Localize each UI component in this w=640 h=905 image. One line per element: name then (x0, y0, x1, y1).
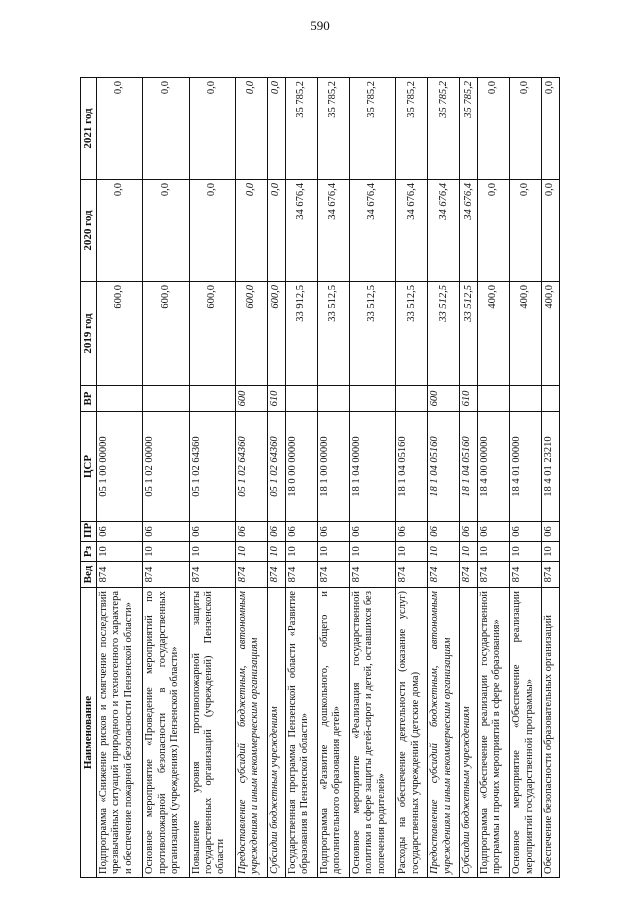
cell-2020: 0,0 (542, 180, 560, 282)
cell-name: Повышение уровня противопожарной защиты государственных организаций (учреждений) Пензенской области (189, 588, 235, 878)
cell-2021: 0,0 (189, 78, 235, 180)
cell-2020: 0,0 (143, 180, 189, 282)
cell-csr: 05 1 02 64360 (268, 412, 286, 522)
cell-vr: 600 (428, 386, 460, 412)
cell-2021: 0,0 (96, 78, 142, 180)
cell-name: Предоставление субсидий бюджетным, автономным учреждениям и иным некоммерческим организациям (428, 588, 460, 878)
cell-2019: 33 512,5 (428, 282, 460, 386)
cell-rz: 10 (317, 542, 349, 562)
cell-2021: 35 785,2 (285, 78, 317, 180)
cell-vr (510, 386, 542, 412)
cell-2021: 0,0 (478, 78, 510, 180)
table-row (510, 78, 542, 878)
cell-vr (349, 386, 395, 412)
cell-csr: 18 1 04 05160 (460, 412, 478, 522)
cell-rz: 10 (236, 542, 268, 562)
cell-2021: 0,0 (510, 78, 542, 180)
cell-2019: 600,0 (268, 282, 286, 386)
cell-rz: 10 (428, 542, 460, 562)
cell-2021: 0,0 (143, 78, 189, 180)
table-row (268, 78, 286, 878)
cell-pr: 06 (317, 522, 349, 542)
cell-vr: 610 (460, 386, 478, 412)
cell-2019: 33 512,5 (460, 282, 478, 386)
header-2020: 2020 год (81, 180, 97, 282)
cell-vr (285, 386, 317, 412)
cell-csr: 18 1 04 05160 (428, 412, 460, 522)
cell-ved: 874 (189, 562, 235, 588)
cell-2019: 400,0 (542, 282, 560, 386)
cell-2019: 33 512,5 (396, 282, 428, 386)
table-row (236, 78, 268, 878)
cell-2019: 33 512,5 (349, 282, 395, 386)
cell-pr: 06 (268, 522, 286, 542)
cell-vr (143, 386, 189, 412)
cell-rz: 10 (349, 542, 395, 562)
cell-csr: 18 1 04 00000 (349, 412, 395, 522)
header-pr: ПР (81, 522, 97, 542)
cell-2019: 600,0 (236, 282, 268, 386)
cell-vr (317, 386, 349, 412)
cell-rz: 10 (396, 542, 428, 562)
cell-ved: 874 (317, 562, 349, 588)
cell-vr (396, 386, 428, 412)
cell-csr: 05 1 02 00000 (143, 412, 189, 522)
table-row (349, 78, 395, 878)
cell-ved: 874 (510, 562, 542, 588)
cell-2019: 33 912,5 (285, 282, 317, 386)
cell-rz: 10 (189, 542, 235, 562)
table-row (285, 78, 317, 878)
cell-rz: 10 (268, 542, 286, 562)
cell-pr: 06 (478, 522, 510, 542)
cell-pr: 06 (428, 522, 460, 542)
cell-2019: 33 512,5 (317, 282, 349, 386)
cell-pr: 06 (542, 522, 560, 542)
page-number: 590 (310, 18, 330, 33)
cell-rz: 10 (478, 542, 510, 562)
cell-ved: 874 (96, 562, 142, 588)
rotated-table-wrapper (80, 78, 560, 878)
cell-rz: 10 (96, 542, 142, 562)
cell-vr (96, 386, 142, 412)
cell-name: Основное мероприятие «Проведение мероприятий по противопожарной безопасности в государственных организациях (учреждениях) Пензенской области» (143, 588, 189, 878)
cell-2019: 600,0 (189, 282, 235, 386)
cell-2021: 0,0 (542, 78, 560, 180)
header-ved: Вед (81, 562, 97, 588)
cell-name: Расходы на обеспечение деятельности (оказание услуг) государственных учреждений (детские дома) (396, 588, 428, 878)
cell-2020: 0,0 (510, 180, 542, 282)
table-row (478, 78, 510, 878)
header-name: Наименование (81, 588, 97, 878)
cell-csr: 05 1 02 64360 (236, 412, 268, 522)
cell-pr: 06 (189, 522, 235, 542)
cell-2020: 34 676,4 (317, 180, 349, 282)
cell-csr: 18 4 01 23210 (542, 412, 560, 522)
cell-name: Основное мероприятие «Обеспечение реализации мероприятий государственной программы» (510, 588, 542, 878)
cell-2020: 34 676,4 (349, 180, 395, 282)
cell-2019: 600,0 (96, 282, 142, 386)
cell-2021: 35 785,2 (349, 78, 395, 180)
cell-2019: 400,0 (478, 282, 510, 386)
cell-csr: 18 0 00 00000 (285, 412, 317, 522)
cell-rz: 10 (510, 542, 542, 562)
budget-table (80, 77, 560, 878)
cell-pr: 06 (510, 522, 542, 542)
cell-2021: 35 785,2 (396, 78, 428, 180)
cell-csr: 18 1 00 00000 (317, 412, 349, 522)
cell-csr: 18 4 00 00000 (478, 412, 510, 522)
cell-vr (542, 386, 560, 412)
cell-rz: 10 (285, 542, 317, 562)
cell-name: Предоставление субсидий бюджетным, автономным учреждениям и иным некоммерческим организациям (236, 588, 268, 878)
cell-2020: 0,0 (478, 180, 510, 282)
cell-2020: 0,0 (268, 180, 286, 282)
cell-2020: 34 676,4 (285, 180, 317, 282)
cell-2020: 0,0 (96, 180, 142, 282)
cell-ved: 874 (542, 562, 560, 588)
cell-rz: 10 (542, 542, 560, 562)
cell-ved: 874 (349, 562, 395, 588)
cell-2021: 35 785,2 (460, 78, 478, 180)
cell-2021: 0,0 (236, 78, 268, 180)
cell-2021: 35 785,2 (317, 78, 349, 180)
table-row (460, 78, 478, 878)
cell-ved: 874 (460, 562, 478, 588)
header-vr: ВР (81, 386, 97, 412)
cell-vr: 610 (268, 386, 286, 412)
cell-2019: 600,0 (143, 282, 189, 386)
cell-2020: 34 676,4 (460, 180, 478, 282)
cell-2021: 35 785,2 (428, 78, 460, 180)
cell-pr: 06 (143, 522, 189, 542)
cell-2019: 400,0 (510, 282, 542, 386)
cell-rz: 10 (460, 542, 478, 562)
header-rz: Рз (81, 542, 97, 562)
cell-name: Субсидии бюджетным учреждениям (460, 588, 478, 878)
table-row (542, 78, 560, 878)
cell-name: Обеспечение безопасности образовательных организаций (542, 588, 560, 878)
cell-2020: 34 676,4 (396, 180, 428, 282)
cell-ved: 874 (478, 562, 510, 588)
cell-rz: 10 (143, 542, 189, 562)
table-row (428, 78, 460, 878)
cell-ved: 874 (428, 562, 460, 588)
header-csr: ЦСР (81, 412, 97, 522)
cell-csr: 05 1 00 00000 (96, 412, 142, 522)
table-row (317, 78, 349, 878)
cell-pr: 06 (349, 522, 395, 542)
cell-2020: 0,0 (236, 180, 268, 282)
cell-ved: 874 (285, 562, 317, 588)
cell-pr: 06 (96, 522, 142, 542)
cell-vr (478, 386, 510, 412)
header-2021: 2021 год (81, 78, 97, 180)
cell-name: Подпрограмма «Развитие дошкольного, общего и дополнительного образования детей» (317, 588, 349, 878)
cell-ved: 874 (396, 562, 428, 588)
cell-name: Государственная программа Пензенской области «Развитие образования в Пензенской области» (285, 588, 317, 878)
header-row (81, 78, 97, 878)
cell-csr: 18 4 01 00000 (510, 412, 542, 522)
cell-name: Подпрограмма «Снижение рисков и смягчение последствий чрезвычайных ситуаций природного и техногенного характера и обеспечение пожарной безопасности Пензенской области» (96, 588, 142, 878)
cell-ved: 874 (143, 562, 189, 588)
header-2019: 2019 год (81, 282, 97, 386)
cell-name: Субсидии бюджетным учреждениям (268, 588, 286, 878)
table-row (396, 78, 428, 878)
cell-pr: 06 (236, 522, 268, 542)
cell-pr: 06 (285, 522, 317, 542)
table-body (96, 78, 559, 878)
cell-ved: 874 (236, 562, 268, 588)
cell-2020: 34 676,4 (428, 180, 460, 282)
table-row (96, 78, 142, 878)
cell-name: Подпрограмма «Обеспечение реализации государственной программы и прочих мероприятий в сфере образования» (478, 588, 510, 878)
cell-name: Основное мероприятие «Реализация государственной политики в сфере защиты детей-сирот и детей, оставшихся без попечения родителей» (349, 588, 395, 878)
cell-2020: 0,0 (189, 180, 235, 282)
table-row (143, 78, 189, 878)
cell-vr (189, 386, 235, 412)
cell-pr: 06 (396, 522, 428, 542)
cell-vr: 600 (236, 386, 268, 412)
cell-csr: 05 1 02 64360 (189, 412, 235, 522)
table-row (189, 78, 235, 878)
cell-2021: 0,0 (268, 78, 286, 180)
cell-csr: 18 1 04 05160 (396, 412, 428, 522)
cell-ved: 874 (268, 562, 286, 588)
cell-pr: 06 (460, 522, 478, 542)
